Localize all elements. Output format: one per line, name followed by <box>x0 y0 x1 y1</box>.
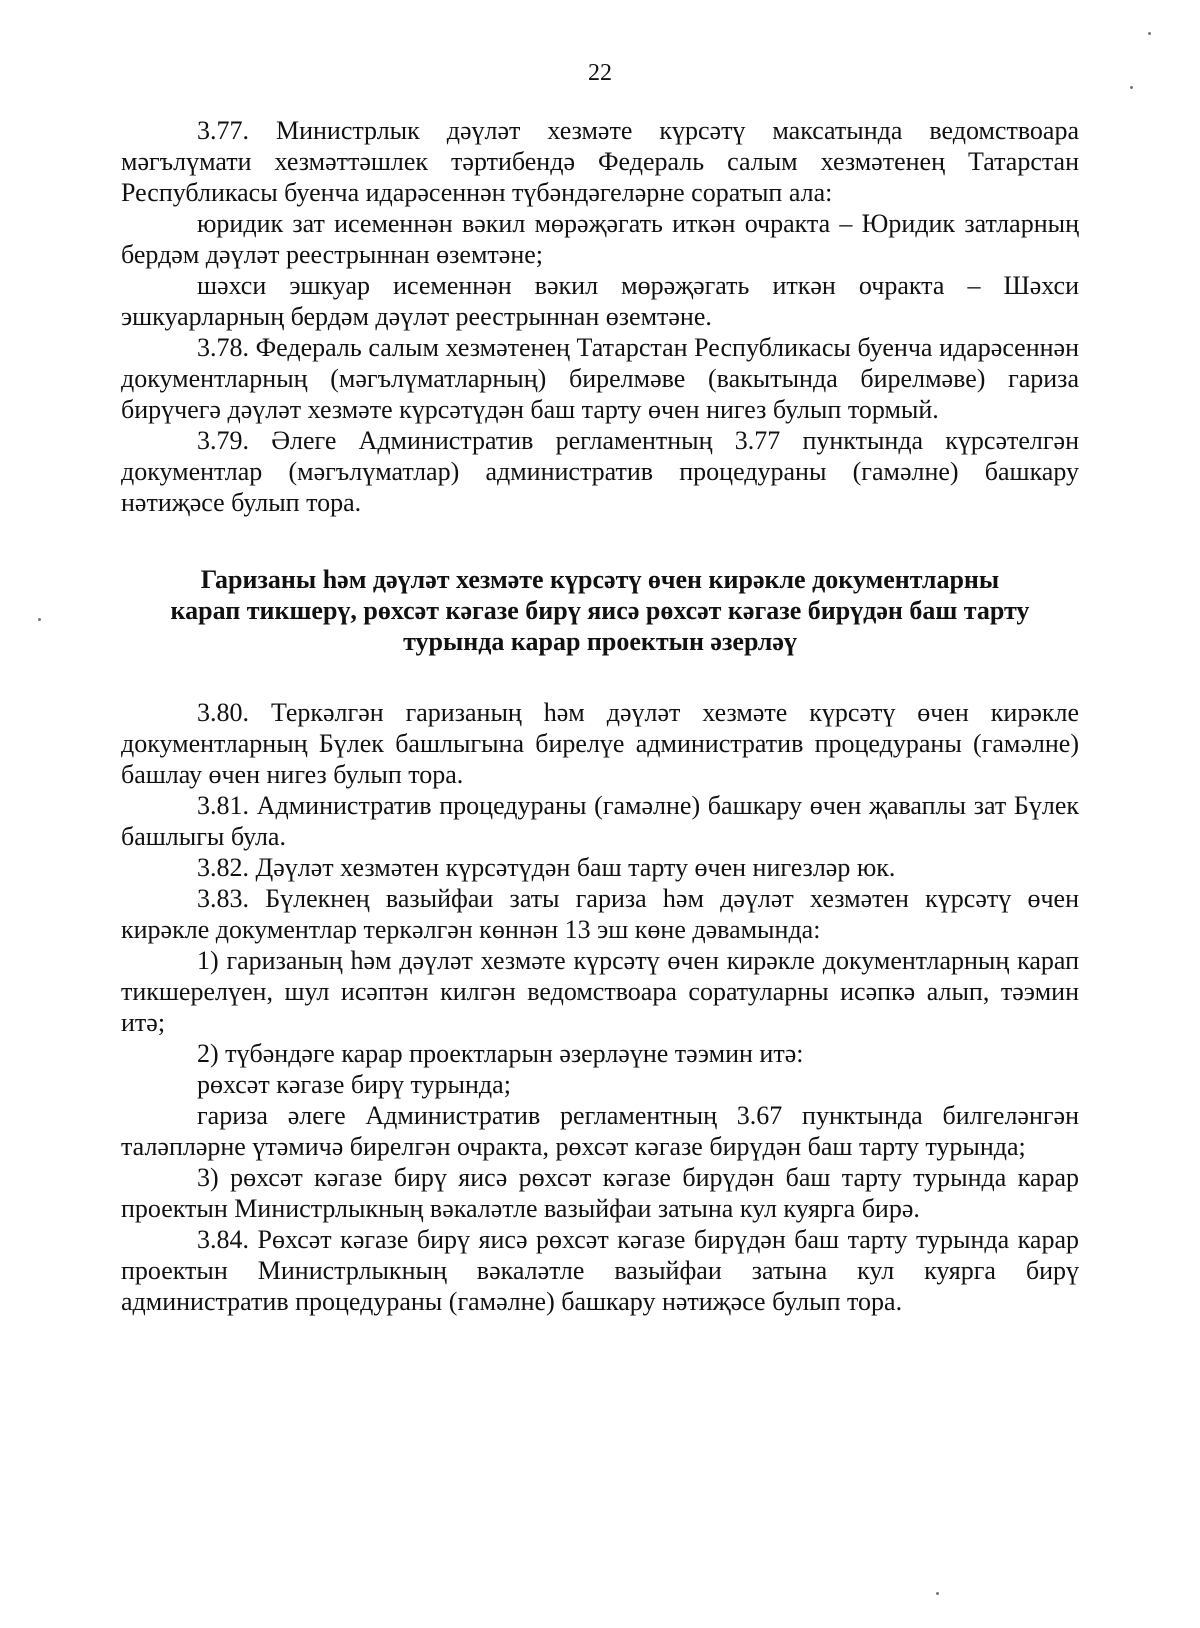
heading-line: турында карар проектын әзерләү <box>403 627 797 656</box>
heading-line: карап тикшерү, рөхсәт кәгазе бирү яисә рөхсәт кәгазе бирүдән баш тарту <box>170 596 1030 625</box>
section-ministry-requests <box>121 115 1079 518</box>
paragraph-3-78: 3.78. Федераль салым хезмәтенең Татарстан Республикасы буенча идарәсеннән документларның (мәгълүматларның) бирелмәве (вакытында бирелмәве) гариза бирүчегә дәүләт хезмәте күрсәтүдән баш тарту өчен нигез булып тормый. <box>121 333 1079 424</box>
list-item-1: 1) гаризаның һәм дәүләт хезмәте күрсәтү өчен кирәкле документларның карап тикшерелүен, шул исәптән килгән ведомствоара соратуларны исәпкә алып, тәэмин итә; <box>121 946 1079 1037</box>
document-body <box>121 115 1079 1317</box>
list-item-2: 2) түбәндәге карар проектларын әзерләүне тәэмин итә: <box>197 1039 804 1068</box>
sub-item-refusal: гариза әлеге Административ регламентның 3.67 пунктында билгеләнгән таләпләрне үтәмичә бирелгән очракта, рөхсәт кәгазе бирүдән баш тарту турында; <box>121 1101 1079 1161</box>
paragraph-3-79: 3.79. Әлеге Административ регламентның 3.77 пунктында күрсәтелгән документлар (мәгълүматлар) административ процедураны (гамәлне) башкару нәтиҗәсе булып тора. <box>121 426 1079 517</box>
scan-speck <box>38 618 41 621</box>
scan-speck <box>1148 32 1151 35</box>
sub-item-permit: рөхсәт кәгазе бирү турында; <box>197 1070 511 1099</box>
list-item-3: 3) рөхсәт кәгазе бирү яисә рөхсәт кәгазе бирүдән баш тарту турында карар проектын Министрлыкның вәкаләтле вазыйфаи затына кул куярга бирә. <box>121 1163 1079 1223</box>
paragraph-3-77: 3.77. Министрлык дәүләт хезмәте күрсәтү максатында ведомствоара мәгълүмати хезмәттәшлек тәртибендә Федераль салым хезмәтенең Татарстан Республикасы буенча идарәсеннән түбәндәгеләрне соратып ала: <box>121 116 1079 207</box>
paragraph-3-84: 3.84. Рөхсәт кәгазе бирү яисә рөхсәт кәгазе бирүдән баш тарту турында карар проектын Министрлыкның вәкаләтле вазыйфаи затына кул куярга бирү административ процедураны (гамәлне) башкару нәтиҗәсе булып тора. <box>121 1225 1079 1316</box>
section-review-process <box>121 697 1079 1317</box>
scan-speck <box>1130 86 1133 89</box>
paragraph-3-82: 3.82. Дәүләт хезмәтен күрсәтүдән баш тарту өчен нигезләр юк. <box>197 853 896 882</box>
paragraph-3-80: 3.80. Теркәлгән гаризаның һәм дәүләт хезмәте күрсәтү өчен кирәкле документларның Бүлек башлыгына бирелүе административ процедураны (гамәлне) башлау өчен нигез булып тора. <box>121 698 1079 789</box>
paragraph-legal-entity: юридик зат исеменнән вәкил мөрәҗәгать иткән очракта – Юридик затларның бердәм дәүләт реестрыннан өземтәне; <box>121 209 1079 269</box>
paragraph-3-83: 3.83. Бүлекнең вазыйфаи заты гариза һәм дәүләт хезмәтен күрсәтү өчен кирәкле документлар теркәлгән көннән 13 эш көне дәвамында: <box>121 884 1079 944</box>
paragraph-individual-entrepreneur: шәхси эшкуар исеменнән вәкил мөрәҗәгать иткән очракта – Шәхси эшкуарларның бердәм дәүләт реестрыннан өземтәне. <box>121 271 1079 331</box>
scan-speck <box>936 1592 939 1595</box>
heading-line: Гаризаны һәм дәүләт хезмәте күрсәтү өчен кирәкле документларны <box>200 565 1000 594</box>
paragraph-3-81: 3.81. Административ процедураны (гамәлне) башкару өчен җаваплы зат Бүлек башлыгы була. <box>121 791 1079 851</box>
page-number: 22 <box>588 60 612 86</box>
section-heading <box>121 564 1079 657</box>
